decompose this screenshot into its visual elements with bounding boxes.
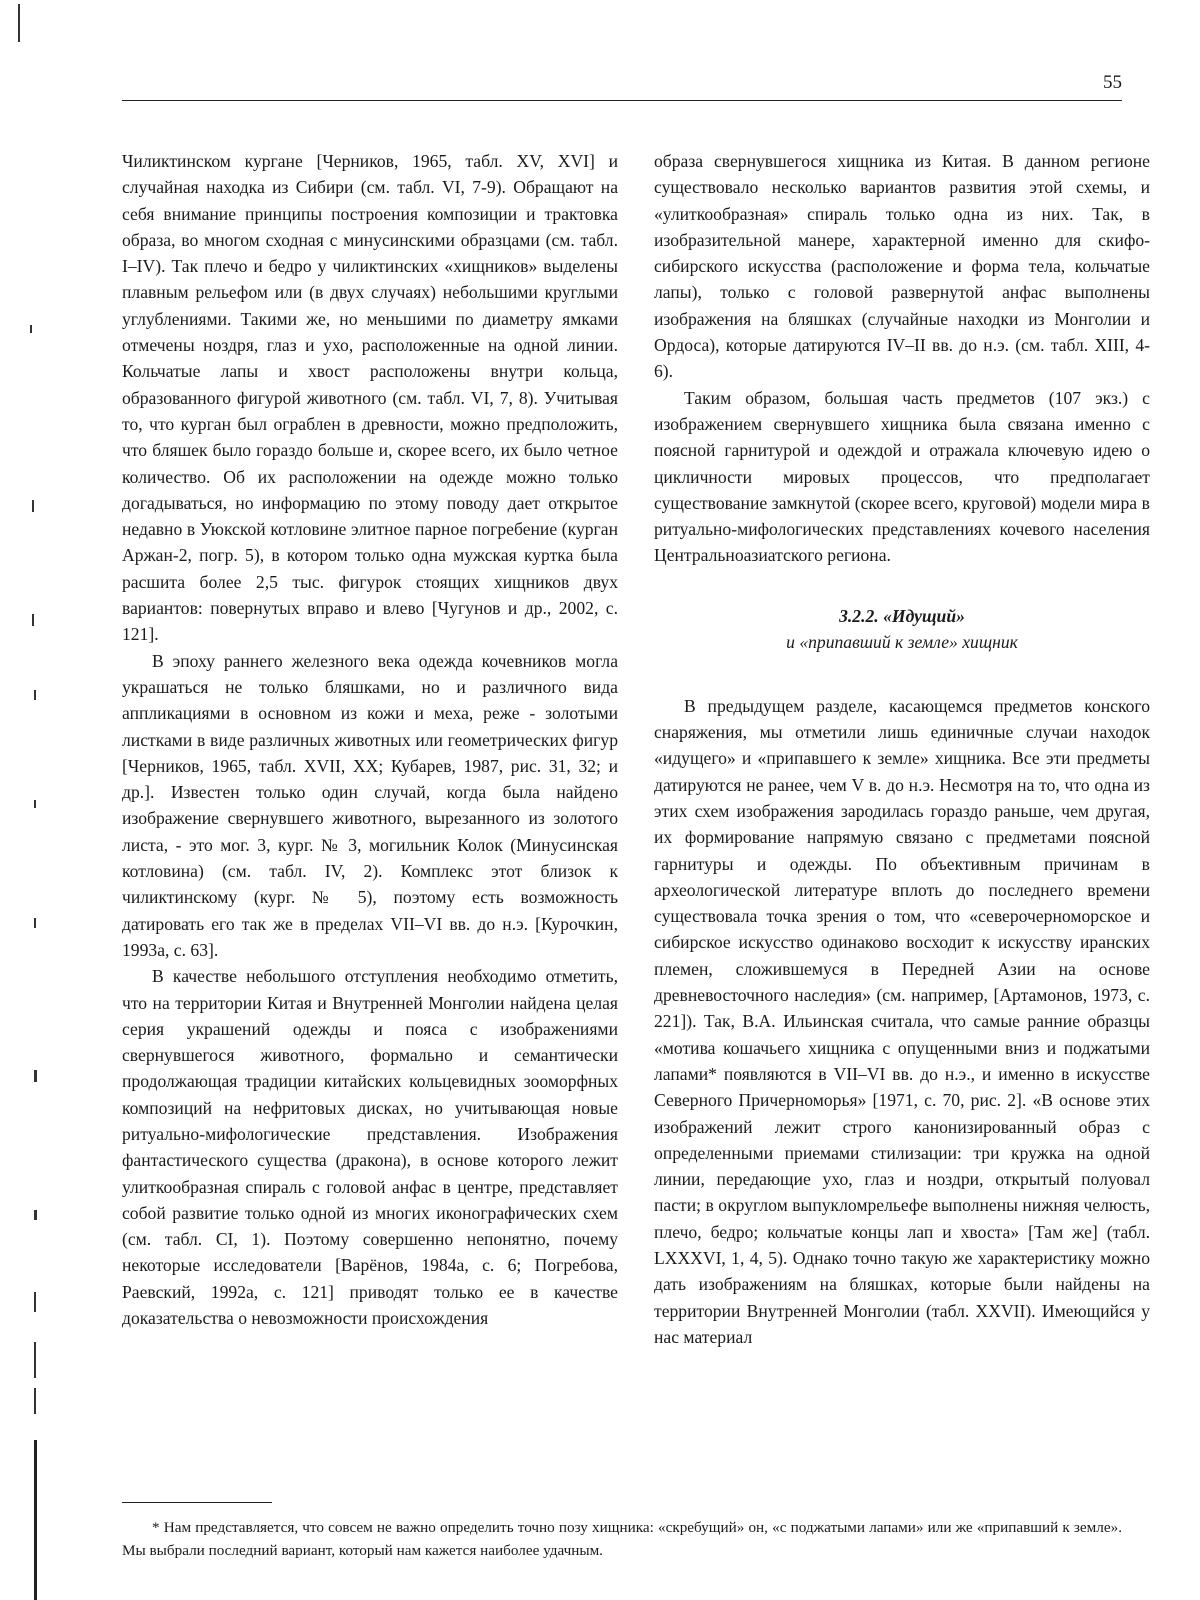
footnote: * Нам представляется, что совсем не важно определить точно позу хищника: «скребущий» он, «с поджатыми лапами» или же «припавший к земле». Мы выбрали последний вариант, который нам кажется наиболее удачным.	[122, 1519, 1122, 1559]
page-number: 55	[1103, 72, 1122, 93]
paragraph: В качестве небольшого отступления необходимо отметить, что на территории Китая и Внутренней Монголии найдена целая серия украшений одежды и пояса с изображениями свернувшегося животного, формально и семантически продолжающая традиции китайских кольцевидных зооморфных композиций на нефритовых дисках, но учитывающая новые ритуально-мифологические представления. Изображения фантастического существа (дракона), в основе которого лежит улиткообразная спираль с головой анфас в центре, представляет собой развитие только одной из многих иконографических схем (см. табл. CI, 1). Поэтому совершенно непонятно, почему некоторые исследователи [Варёнов, 1984а, с. 6; Погребова, Раевский, 1992а, с. 121] приводят только ее в качестве доказательства о невозможности происхождения	[122, 966, 618, 1329]
section-title-line2: и «припавший к земле» хищник	[786, 631, 1018, 652]
paragraph: образа свернувшегося хищника из Китая. В данном регионе существовало несколько вариантов развития этой схемы, и «улиткообразная» спираль только одна из них. Так, в изобразительной манере, характерной именно для скифо-сибирского искусства (расположение и форма тела, кольчатые лапы), только с головой развернутой анфас выполнены изображения на бляшках (случайные находки из Монголии и Ордоса), которые датируются IV–II вв. до н.э. (см. табл. XIII, 4-6).	[654, 151, 1150, 382]
section-heading	[654, 603, 1150, 655]
paragraph: Таким образом, большая часть предметов (107 экз.) с изображением свернувшего хищника была связана именно с поясной гарнитурой и одеждой и отражала ключевую идею о цикличности мировых процессов, что предполагает существование замкнутой (скорее всего, круговой) модели мира в ритуально-мифологических представлениях кочевого населения Центральноазиатского региона.	[654, 387, 1150, 566]
paragraph: В эпоху раннего железного века одежда кочевников могла украшаться не только бляшками, но и различного вида аппликациями в основном из кожи и меха, реже - золотыми листками в виде различных животных или геометрических фигур [Черников, 1965, табл. XVII, XX; Кубарев, 1987, рис. 31, 32; и др.]. Известен только один случай, когда была найдено изображение свернувшего животного, вырезанного из золотого листа, - это мог. 3, кург. № 3, могильник Колок (Минусинская котловина) (см. табл. IV, 2). Комплекс этот близок к чиликтинскому (кург. № 5), поэтому есть возможность датировать его так же в пределах VII–VI вв. до н.э. [Курочкин, 1993а, с. 63].	[122, 650, 618, 960]
left-column	[122, 148, 618, 1331]
section-title-line1: «Идущий»	[883, 605, 965, 626]
right-column	[654, 148, 1150, 1350]
paragraph: Чиликтинском кургане [Черников, 1965, табл. XV, XVI] и случайная находка из Сибири (см. табл. VI, 7-9). Обращают на себя внимание принципы построения композиции и трактовка образа, во многом сходная с минусинскими образцами (см. табл. I–IV). Так плечо и бедро у чиликтинских «хищников» выделены плавным рельефом или (в двух случаях) небольшими круглыми углублениями. Такими же, но меньшими по диаметру ямками отмечены ноздря, глаз и ухо, расположенные на одной линии. Кольчатые лапы и хвост расположены внутри кольца, образованного фигурой животного (см. табл. VI, 7, 8). Учитывая то, что курган был ограблен в древности, можно предположить, что бляшек было гораздо больше и, скорее всего, их было четное количество. Об их расположении на одежде можно только догадываться, но информацию по этому поводу дает открытое недавно в Уюкской котловине элитное парное погребение (курган Аржан-2, погр. 5), в котором только одна мужская куртка была расшита более 2,5 тыс. фигурок стоящих хищников двух вариантов: повернутых вправо и влево [Чугунов и др., 2002, с. 121].	[122, 151, 618, 645]
scan-margin-marks	[0, 0, 60, 1600]
header-rule	[122, 100, 1122, 101]
footnote-rule	[122, 1502, 272, 1503]
paragraph: В предыдущем разделе, касающемся предметов конского снаряжения, мы отметили лишь единичные случаи находок «идущего» и «припавшего к земле» хищника. Все эти предметы датируются не ранее, чем V в. до н.э. Несмотря на то, что одна из этих схем изображения зародилась гораздо раньше, чем другая, их формирование напрямую связано с предметами поясной гарнитуры и одежды. По объективным причинам в археологической литературе вплоть до последнего времени существовала точка зрения о том, что «северочерноморское и сибирское искусство одинаково восходит к искусству иранских племен, сложившемуся в Передней Азии на основе древневосточного наследия» (см. например, [Артамонов, 1973, с. 221]). Так, В.А. Ильинская считала, что самые ранние образцы «мотива кошачьего хищника с опущенными вниз и поджатыми лапами* появляются в VII–VI вв. до н.э., и именно в искусстве Северного Причерноморья» [1971, с. 70, рис. 2]. «В основе этих изображений лежит строго канонизированный образ с определенными приемами стилизации: три кружка на одной линии, передающие ухо, глаз и ноздри, открытый полуовал пасти; в округлом выпукломрельефе выполнены нижняя челюсть, плечо, бедро; кольчатые концы лап и хвоста» [Там же] (табл. LXXXVI, 1, 4, 5). Однако точно такую же характеристику можно дать изображениям на бляшках, которые были найдены на территории Внутренней Монголии (табл. XXVII). Имеющийся у нас материал	[654, 695, 1150, 1347]
section-number: 3.2.2.	[839, 605, 879, 626]
scan-spine-edge	[34, 1440, 37, 1600]
